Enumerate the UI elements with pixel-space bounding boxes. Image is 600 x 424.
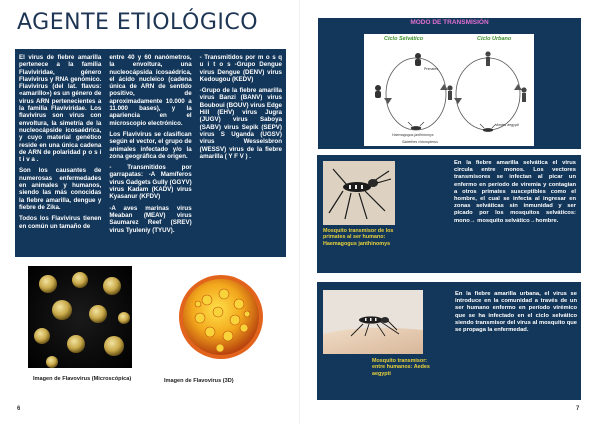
flavivirus-3d-image — [172, 262, 270, 372]
label-urban-cycle: Ciclo Urbano — [477, 36, 512, 42]
etiology-text-box — [15, 49, 286, 257]
aedes-mosquito-photo — [323, 290, 423, 354]
paragraph: Todos los Flavivirus tienen en común un tamaño de — [19, 215, 102, 230]
diagram-label-primates: Primates — [424, 67, 439, 71]
selvatic-cycle-box — [317, 155, 581, 273]
urban-cycle-box — [317, 282, 581, 400]
transmission-cycle-diagram — [364, 34, 534, 146]
page-title: AGENTE ETIOLÓGICO — [17, 10, 259, 35]
urban-cycle-text: En la fiebre amarilla urbana, el virus se introduce en la comunidad a través de un ser humano enfermo en período virémico que se ha infectado en el ciclo selvático siendo transmisor del virus al mosquito que se propaga la enfermedad. — [455, 291, 577, 334]
paragraph: entre 40 y 60 nanómetros, la envoltura, una nucleocápsida icosaédrica, el ácido nucleico (cadena única de ARN de sentido positivo, de aproximadamente 10.000 a 11.000 bases), y la apariencia en el microscopio electrónico. — [109, 54, 192, 127]
paragraph: - Transmitidos por m o s q u i t o s -Grupo Dengue virus Dengue (DENV) virus Kedougou (KEDV) — [199, 54, 282, 83]
paragraph: Son los causantes de numerosas enfermedades en animales y humanos, siendo las más conocidas la fiebre amarilla, dengue y fiebre de Zika. — [19, 167, 102, 211]
caption-haemagogus: Mosquito transmisor de los primates al ser humano: Haemagogus janthinomys — [323, 228, 394, 247]
caption-3d: Imagen de Flavovirus (3D) — [164, 378, 234, 384]
diagram-label-aedes: Aedes aegypti — [496, 123, 519, 127]
haemagogus-mosquito-photo — [323, 161, 395, 225]
diagram-title: MODO DE TRANSMISIÓN — [410, 19, 489, 26]
paragraph: -A aves marinas virus Meaban (MEAV) virus Saumarez Reef (SREV) virus Tyuleniy (TYUV). — [109, 204, 192, 234]
label-selvatic-cycle: Ciclo Selvático — [384, 36, 424, 42]
diagram-label-haemagogus: Haemagogus janthinomys — [392, 133, 434, 137]
page-number-right: 7 — [576, 406, 580, 412]
caption-micro: Imagen de Flavovirus (Microscópica) — [33, 376, 132, 382]
paragraph: El virus de fiebre amarilla pertenece a la familia Flaviviridae, género Flavivirus y RNA genómico. Flavivirus (del lat. flavus: «amarillo») es un género de virus ARN pertenecientes a la familia Flaviviridae. Los flavivirus son virus con envoltura, la simetría de la nucleocápside icosaédrica, y cuyo material genético reside en una única cadena de ARN de polaridad p o s i t i v a . — [19, 54, 102, 164]
text-column-2 — [109, 54, 191, 253]
diagram-label-sabethes: Sabethes chloropterus — [402, 140, 438, 144]
text-column-1 — [19, 54, 101, 253]
text-column-3 — [200, 54, 282, 253]
paragraph: - Transmitidos por garrapatas: -A Mamíferos virus Gadgets Gully (GGYV) virus Kadam (KADV) virus Kyasanur (KFDV) — [109, 164, 192, 201]
paragraph: -Grupo de la fiebre amarilla virus Banzi (BANV) virus Bouboui (BOUV) virus Edge Hill (EHV) virus Jugra (JUGV) virus Saboya (SABV) virus Sepik (SEPV) virus S Uganda (UGSV) virus Wesselsbron (WESSV) virus de la fiebre amarilla ( Y F V ) . — [199, 87, 282, 160]
transmission-diagram-box — [318, 18, 581, 149]
paragraph: Los Flavivirus se clasifican según el vector, el grupo de animales infectado y/o la zona geográfica de origen. — [109, 130, 192, 160]
selvatic-cycle-text: En la fiebre amarilla selvática el virus circula entre monos. Los vectores transmisores se infectan al picar un enfermo en período de viremia y contagian a otros primates susceptibles como el hombre, el cual se infecta al ingresar en zonas selváticas sin inmunidad y ser picado por los mosquitos selváticos: mono→ mosquito selvático→hombre. — [454, 160, 576, 224]
flavivirus-microscopic-image — [28, 266, 132, 368]
caption-aedes: Mosquito transmisor: entre humanos: Aedes aegypti — [372, 358, 430, 377]
page-number-left: 6 — [17, 406, 21, 412]
